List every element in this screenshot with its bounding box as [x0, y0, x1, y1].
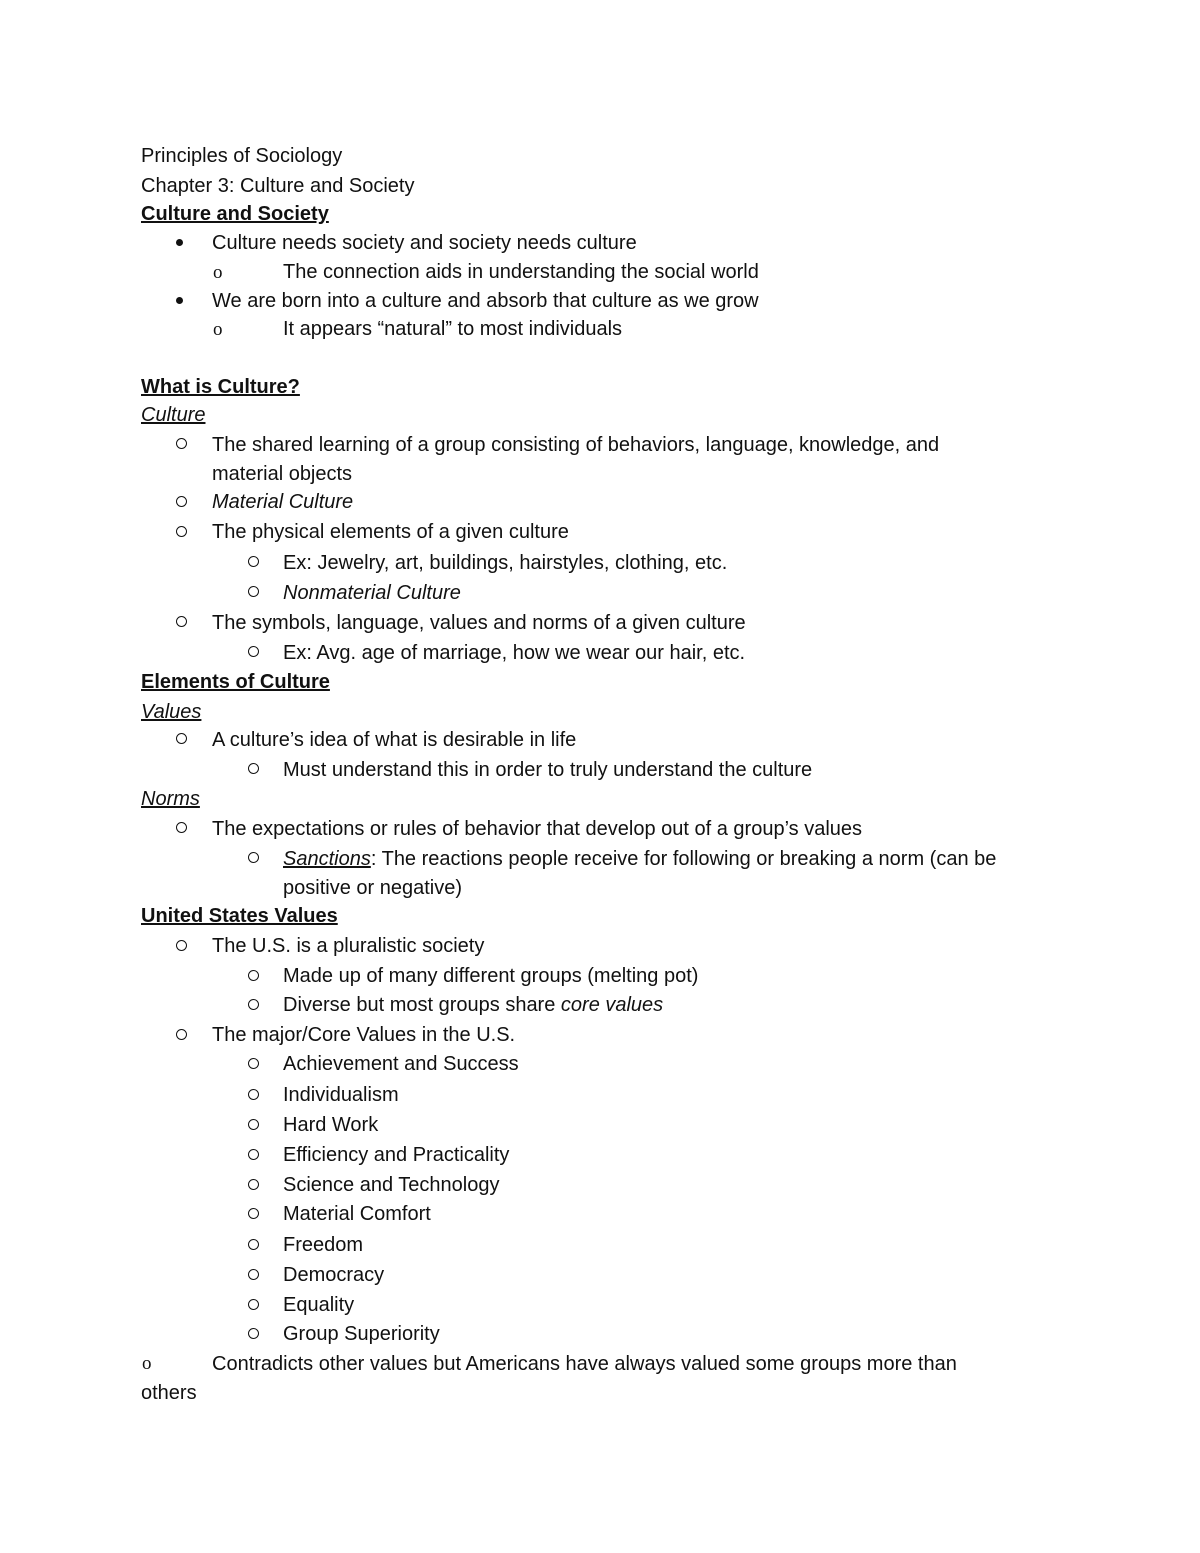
bullet-circle: [248, 646, 259, 657]
section-heading-culture-and-society: Culture and Society: [141, 203, 329, 225]
bullet-circle: [248, 1208, 259, 1219]
bullet-o-marker: o: [213, 262, 223, 283]
bullet-circle: [176, 940, 187, 951]
bullet-dot: [176, 297, 183, 304]
core-value-item: Democracy: [283, 1264, 385, 1286]
list-item: [283, 847, 996, 871]
list-item: Nonmaterial Culture: [283, 582, 461, 604]
bullet-circle: [248, 586, 259, 597]
list-item: Culture needs society and society needs culture: [212, 232, 637, 254]
bullet-circle: [176, 438, 187, 449]
bullet-dot: [176, 239, 183, 246]
list-item: Made up of many different groups (melting pot): [283, 965, 699, 987]
bullet-circle: [248, 999, 259, 1010]
list-item: Ex: Avg. age of marriage, how we wear our hair, etc.: [283, 642, 746, 664]
bullet-circle: [248, 1119, 259, 1130]
core-value-item: Efficiency and Practicality: [283, 1144, 510, 1166]
bullet-circle: [176, 822, 187, 833]
bullet-circle: [248, 1269, 259, 1280]
core-value-item: Material Comfort: [283, 1203, 431, 1225]
bullet-circle: [248, 1149, 259, 1160]
list-item: Ex: Jewelry, art, buildings, hairstyles, clothing, etc.: [283, 552, 728, 574]
list-item: The connection aids in understanding the social world: [283, 261, 759, 283]
list-item: The U.S. is a pluralistic society: [212, 935, 485, 957]
list-item-continuation: material objects: [212, 463, 353, 485]
core-value-item: Hard Work: [283, 1114, 379, 1136]
term-values: Values: [141, 701, 202, 723]
bullet-circle: [248, 970, 259, 981]
list-item: The physical elements of a given culture: [212, 521, 569, 543]
core-values-lead: Diverse but most groups share: [283, 994, 561, 1016]
section-heading-what-is-culture: What is Culture?: [141, 376, 300, 398]
bullet-circle: [248, 1058, 259, 1069]
list-item: It appears “natural” to most individuals: [283, 318, 623, 340]
list-item: The major/Core Values in the U.S.: [212, 1024, 516, 1046]
list-item-continuation: others: [141, 1382, 197, 1404]
bullet-o-marker: o: [142, 1353, 152, 1374]
bullet-circle: [248, 1089, 259, 1100]
list-item: The symbols, language, values and norms of a given culture: [212, 612, 746, 634]
bullet-circle: [248, 1299, 259, 1310]
core-value-item: Achievement and Success: [283, 1053, 519, 1075]
list-item-continuation: positive or negative): [283, 877, 462, 899]
core-value-item: Individualism: [283, 1084, 399, 1106]
bullet-circle: [248, 763, 259, 774]
list-item: A culture’s idea of what is desirable in life: [212, 729, 577, 751]
bullet-circle: [176, 733, 187, 744]
term-culture: Culture: [141, 404, 206, 426]
bullet-circle: [176, 496, 187, 507]
list-item: Contradicts other values but Americans have always valued some groups more than: [212, 1353, 957, 1375]
core-value-item: Equality: [283, 1294, 355, 1316]
term-norms: Norms: [141, 788, 200, 810]
bullet-circle: [248, 556, 259, 567]
bullet-circle: [176, 616, 187, 627]
bullet-circle: [248, 1179, 259, 1190]
core-value-item: Freedom: [283, 1234, 364, 1256]
bullet-circle: [176, 1029, 187, 1040]
core-values-emphasis: core values: [560, 994, 664, 1016]
term-sanctions: Sanctions: [283, 848, 371, 870]
course-title: Principles of Sociology: [141, 145, 343, 167]
sanctions-definition: : The reactions people receive for following or breaking a norm (can be: [370, 848, 997, 870]
section-heading-elements-of-culture: Elements of Culture: [141, 671, 330, 693]
list-item: The expectations or rules of behavior that develop out of a group’s values: [212, 818, 863, 840]
list-item: We are born into a culture and absorb that culture as we grow: [212, 290, 759, 312]
list-item: The shared learning of a group consisting of behaviors, language, knowledge, and: [212, 434, 940, 456]
list-item: Material Culture: [212, 491, 354, 513]
bullet-circle: [176, 526, 187, 537]
chapter-title: Chapter 3: Culture and Society: [141, 175, 415, 197]
bullet-o-marker: o: [213, 319, 223, 340]
bullet-circle: [248, 1239, 259, 1250]
bullet-circle: [248, 852, 259, 863]
bullet-circle: [248, 1328, 259, 1339]
core-value-item: Group Superiority: [283, 1323, 440, 1345]
core-value-item: Science and Technology: [283, 1174, 500, 1196]
list-item: [283, 993, 663, 1017]
list-item: Must understand this in order to truly understand the culture: [283, 759, 813, 781]
section-heading-united-states-values: United States Values: [141, 905, 338, 927]
